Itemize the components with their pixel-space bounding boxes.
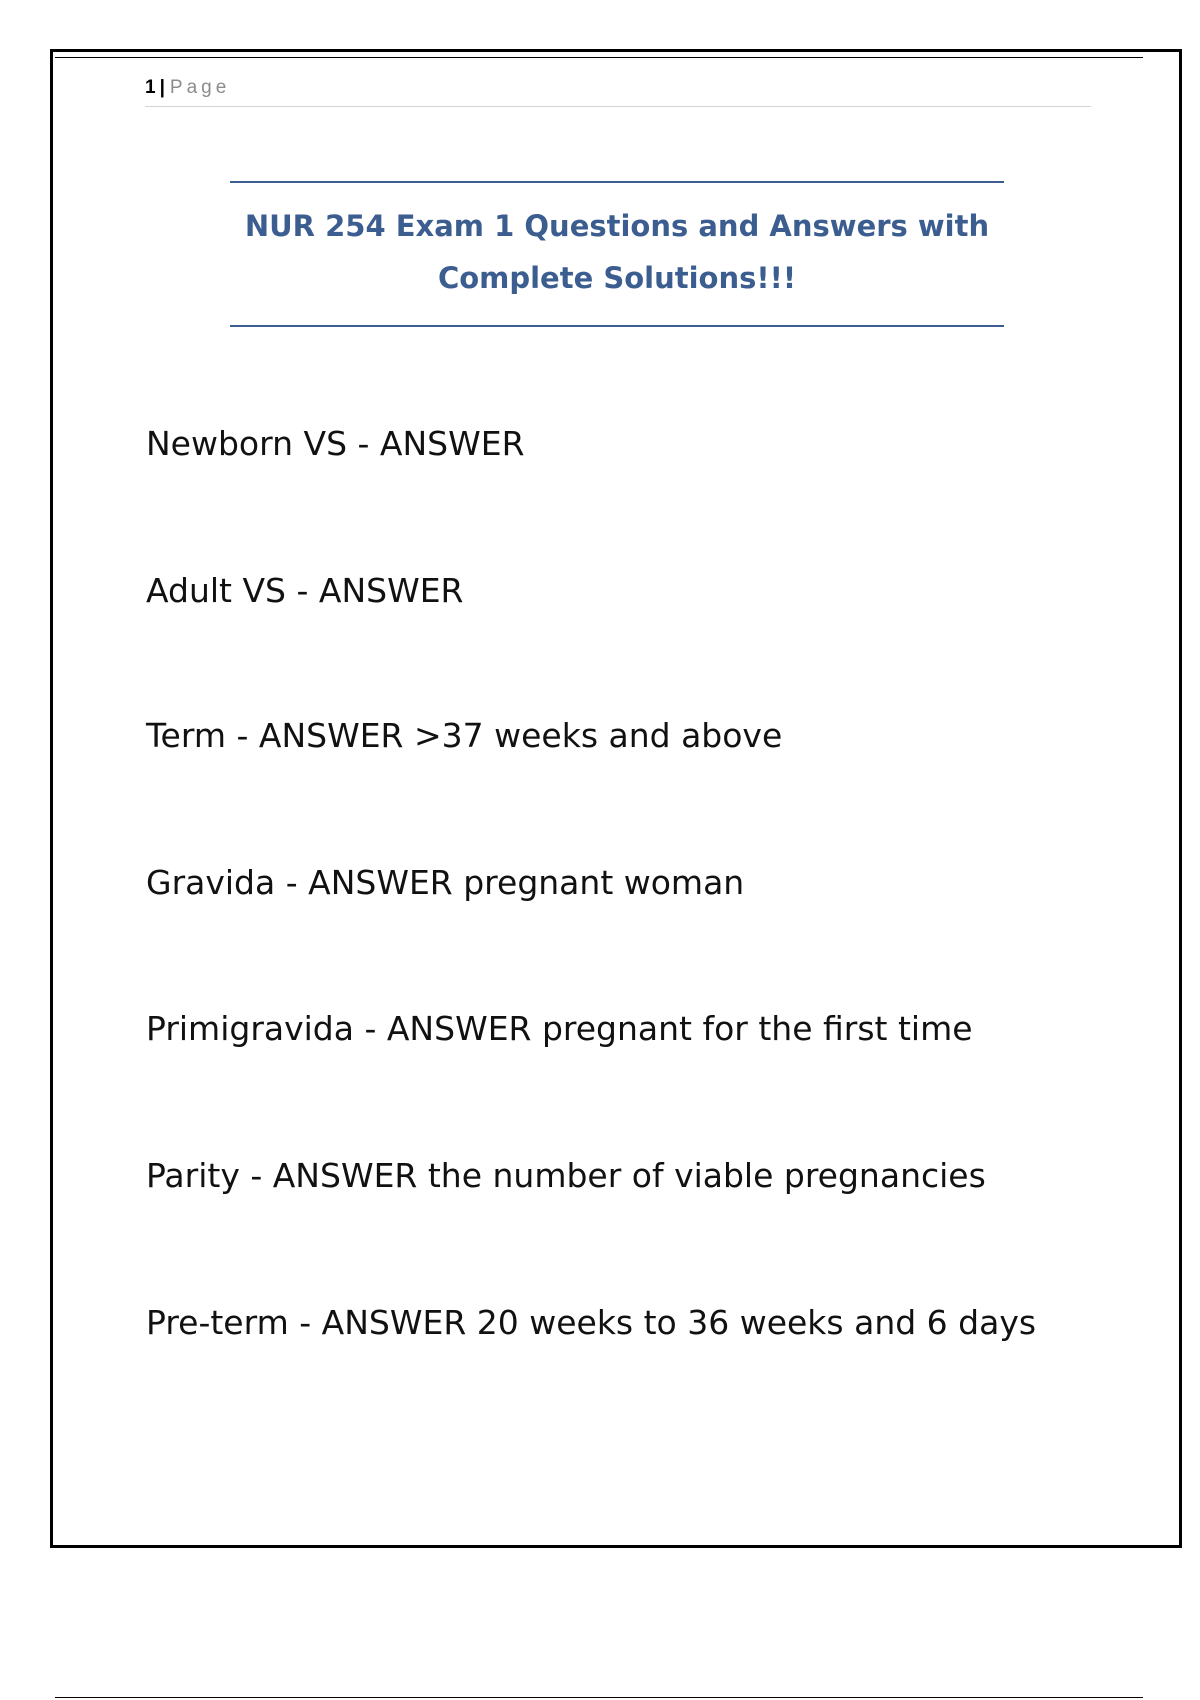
top-rule <box>55 57 1143 58</box>
qa-item-adult-vs: Adult VS - ANSWER <box>146 571 464 610</box>
title-line-2: Complete Solutions!!! <box>437 261 797 295</box>
qa-item-newborn-vs: Newborn VS - ANSWER <box>146 424 525 463</box>
qa-item-primigravida: Primigravida - ANSWER pregnant for the first time <box>146 1009 973 1048</box>
title-rule-bottom <box>230 325 1004 327</box>
document-title <box>230 200 1004 304</box>
title-line-1: NUR 254 Exam 1 Questions and Answers with <box>244 209 990 243</box>
page-number: 1 <box>145 77 156 98</box>
qa-item-gravida: Gravida - ANSWER pregnant woman <box>146 863 745 902</box>
page-header <box>145 76 1091 107</box>
qa-item-pre-term: Pre-term - ANSWER 20 weeks to 36 weeks and 6 days <box>146 1303 1037 1342</box>
qa-item-parity: Parity - ANSWER the number of viable pregnancies <box>146 1156 986 1195</box>
qa-item-term: Term - ANSWER >37 weeks and above <box>146 716 783 755</box>
page-label: Page <box>169 77 231 98</box>
bottom-rule <box>55 1697 1143 1698</box>
title-rule-top <box>230 181 1004 183</box>
page-separator: | <box>159 77 165 98</box>
